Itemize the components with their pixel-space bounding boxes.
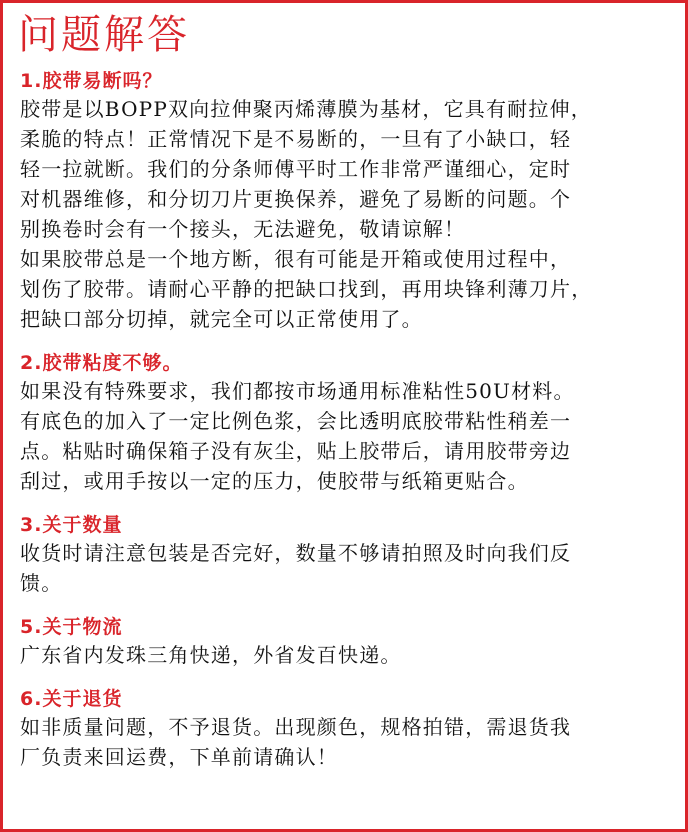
paragraph-line: 把缺口部分切掉，就完全可以正常使用了。 bbox=[20, 307, 423, 331]
page-title: 问题解答 bbox=[18, 12, 190, 58]
paragraph-line: 如果没有特殊要求，我们都按市场通用标准粘性50U材料。 bbox=[20, 379, 575, 403]
paragraph-line: 划伤了胶带。请耐心平静的把缺口找到，再用块锋利薄刀片， bbox=[20, 277, 593, 301]
section-spacer bbox=[20, 670, 670, 687]
paragraph-line: 刮过，或用手按以一定的压力，使胶带与纸箱更贴合。 bbox=[20, 469, 529, 493]
section-spacer bbox=[20, 496, 670, 513]
section-heading: 2.胶带粘度不够。 bbox=[20, 352, 183, 374]
paragraph-line: 胶带是以BOPP双向拉伸聚丙烯薄膜为基材，它具有耐拉伸， bbox=[20, 97, 592, 121]
paragraph-line: 馈。 bbox=[20, 571, 63, 595]
paragraph-line: 别换卷时会有一个接头，无法避免，敬请谅解！ bbox=[20, 217, 466, 241]
section-spacer bbox=[20, 598, 670, 615]
paragraph-line: 柔脆的特点！正常情况下是不易断的，一旦有了小缺口，轻 bbox=[20, 127, 572, 151]
paragraph-line: 点。粘贴时确保箱子没有灰尘，贴上胶带后，请用胶带旁边 bbox=[20, 439, 572, 463]
paragraph-line: 有底色的加入了一定比例色浆，会比透明底胶带粘性稍差一 bbox=[20, 409, 572, 433]
section-heading: 3.关于数量 bbox=[20, 514, 123, 536]
paragraph-line: 广东省内发珠三角快递，外省发百快递。 bbox=[20, 643, 402, 667]
paragraph-line: 对机器维修，和分切刀片更换保养，避免了易断的问题。个 bbox=[20, 187, 572, 211]
section-heading: 1.胶带易断吗？ bbox=[20, 70, 163, 92]
paragraph-line: 如非质量问题，不予退货。出现颜色，规格拍错，需退货我 bbox=[20, 715, 572, 739]
faq-content bbox=[20, 69, 670, 772]
faq-section-tape-breakage bbox=[20, 69, 670, 334]
paragraph-line: 收货时请注意包装是否完好，数量不够请拍照及时向我们反 bbox=[20, 541, 572, 565]
paragraph-line: 厂负责来回运费，下单前请确认！ bbox=[20, 745, 338, 769]
faq-section-returns bbox=[20, 687, 670, 772]
section-heading: 6.关于退货 bbox=[20, 688, 123, 710]
faq-section-quantity bbox=[20, 513, 670, 598]
faq-section-adhesion bbox=[20, 351, 670, 496]
section-spacer bbox=[20, 334, 670, 351]
faq-section-logistics bbox=[20, 615, 670, 670]
paragraph-line: 如果胶带总是一个地方断，很有可能是开箱或使用过程中， bbox=[20, 247, 572, 271]
section-heading: 5.关于物流 bbox=[20, 616, 123, 638]
paragraph-line: 轻一拉就断。我们的分条师傅平时工作非常严谨细心，定时 bbox=[20, 157, 572, 181]
